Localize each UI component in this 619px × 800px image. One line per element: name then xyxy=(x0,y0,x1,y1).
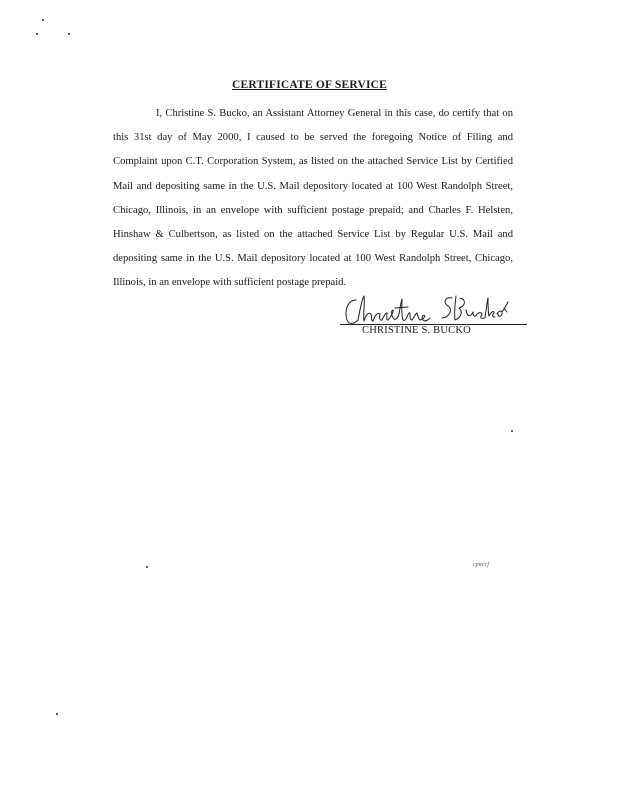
certificate-body: I, Christine S. Bucko, an Assistant Attorney General in this case, do certify that on this 31st day of May 2000, I caused to be served the foregoing Notice of Filing and Complaint upon C.T. Corporation System, as listed on the attached Service List by Certified Mail and depositing same in the U.S. Mail depository located at 100 West Randolph Street, Chicago, Illinois, in an envelope with sufficient postage prepaid; and Charles F. Helsten, Hinshaw & Culbertson, as listed on the attached Service List by Regular U.S. Mail and depositing same in the U.S. Mail depository located at 100 West Randolph Street, Chicago, Illinois, in an envelope with sufficient postage prepaid. xyxy=(113,108,513,289)
scan-speck xyxy=(146,566,148,568)
footer-mark: cpm/cf xyxy=(473,562,489,568)
signer-name: CHRISTINE S. BUCKO xyxy=(362,325,471,336)
scan-speck xyxy=(511,430,513,432)
scan-speck xyxy=(36,33,38,35)
scan-speck xyxy=(68,33,70,35)
scan-speck xyxy=(42,19,44,21)
scan-speck xyxy=(56,713,58,715)
signature-block xyxy=(340,290,530,340)
document-title: CERTIFICATE OF SERVICE xyxy=(231,79,388,91)
